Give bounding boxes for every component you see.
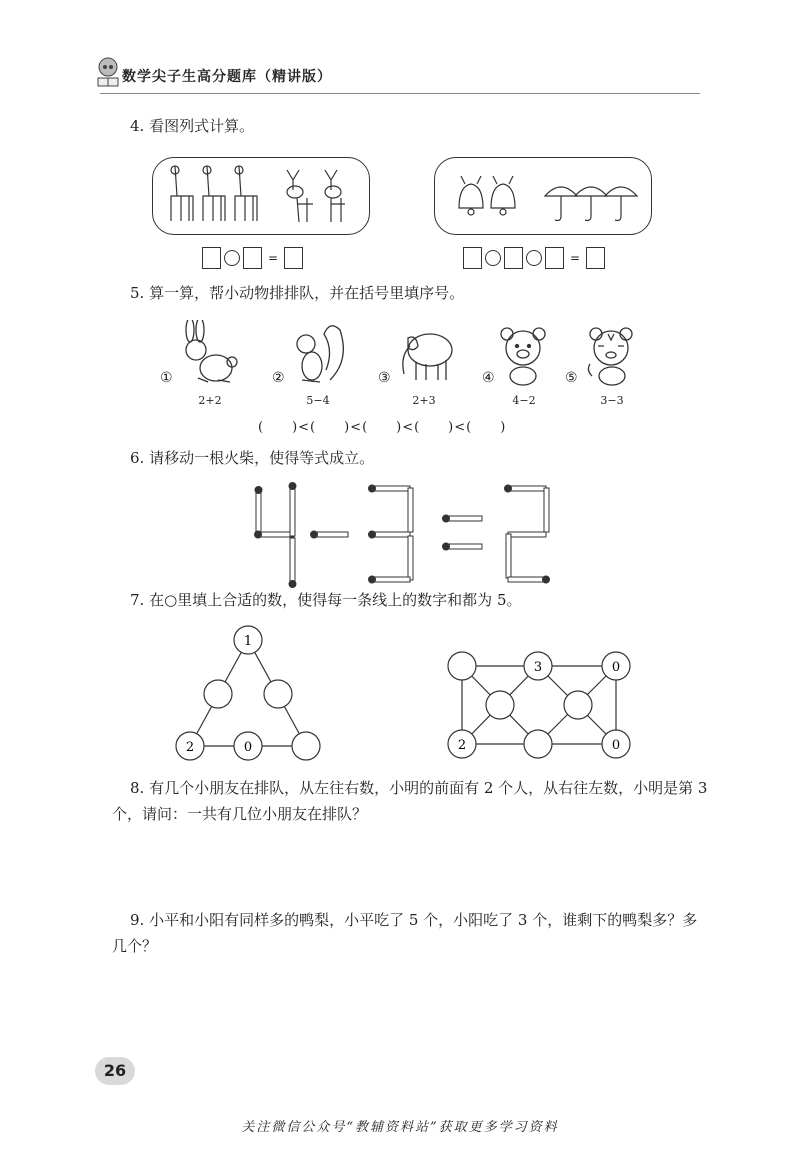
squirrel-icon (290, 320, 350, 390)
deer-icon (287, 170, 345, 222)
operator-circle[interactable] (526, 250, 542, 266)
operator-circle[interactable] (485, 250, 501, 266)
umbrella-icon (545, 187, 637, 221)
animal-mark: ④ (482, 370, 495, 386)
animal-mark: ① (160, 370, 173, 386)
hexagon-top-middle-number: 3 (533, 660, 543, 675)
triangle-bottom-left-number: 2 (185, 740, 195, 755)
animal-expression: 2+2 (198, 394, 222, 407)
answer-box[interactable] (586, 247, 605, 269)
q7-text: 7. 在○里填上合适的数，使得每一条线上的数字和都为 5。 (130, 591, 522, 609)
equals-sign: = (268, 251, 279, 265)
triangle-bottom-middle-number: 0 (243, 740, 253, 755)
animal-expression: 3−3 (600, 394, 624, 407)
giraffe-icon (171, 166, 257, 221)
answer-box[interactable] (284, 247, 303, 269)
q9-text: 9. 小平和小阳有同样多的鸭梨，小平吃了 5 个，小阳吃了 3 个，谁剩下的鸭梨多？多几个？ (112, 911, 698, 955)
hexagon-diagram (440, 646, 640, 762)
animal-mark: ⑤ (565, 370, 578, 386)
q4-right-answer-line (463, 247, 605, 269)
answer-box[interactable] (243, 247, 262, 269)
page-number: 26 (95, 1057, 135, 1085)
q6-text: 6. 请移动一根火柴，使得等式成立。 (130, 449, 375, 467)
header-logo (95, 56, 121, 88)
bear-icon (498, 324, 548, 386)
q5-order-line: ( )<( )<( )<( )<( ) (258, 420, 507, 435)
q4-text: 4. 看图列式计算。 (130, 117, 255, 135)
animal-mark: ③ (378, 370, 391, 386)
answer-box[interactable] (504, 247, 523, 269)
answer-box[interactable] (545, 247, 564, 269)
animal-expression: 4−2 (512, 394, 536, 407)
q8-text: 8. 有几个小朋友在排队，从左往右数，小明的前面有 2 个人，从右往左数，小明是第 3 个，请问：一共有几位小朋友在排队？ (112, 779, 708, 823)
answer-box[interactable] (463, 247, 482, 269)
animal-expression: 5−4 (306, 394, 330, 407)
header-divider (100, 93, 700, 94)
q4-left-picture (152, 157, 370, 235)
rabbit-icon (178, 320, 238, 390)
equals-sign: = (570, 251, 581, 265)
elephant-icon (396, 326, 456, 386)
triangle-diagram (170, 622, 330, 768)
bell-icon (459, 176, 515, 215)
hexagon-top-right-number: 0 (611, 660, 621, 675)
matchstick-equation (250, 480, 560, 590)
q4-left-answer-line (202, 247, 303, 269)
tiger-icon (586, 324, 638, 386)
animal-expression: 2+3 (412, 394, 436, 407)
triangle-top-number: 1 (243, 634, 253, 649)
operator-circle[interactable] (224, 250, 240, 266)
q4-right-picture (434, 157, 652, 235)
footer-note: 关注微信公众号“教辅资料站”获取更多学习资料 (241, 1120, 559, 1135)
hexagon-bottom-left-number: 2 (457, 738, 467, 753)
q5-text: 5. 算一算，帮小动物排排队，并在括号里填序号。 (130, 284, 465, 302)
q5-animal-row (160, 320, 660, 410)
answer-box[interactable] (202, 247, 221, 269)
header-title: 数学尖子生高分题库（精讲版） (122, 69, 332, 85)
animal-mark: ② (272, 370, 285, 386)
student-reading-icon (95, 56, 121, 88)
hexagon-bottom-right-number: 0 (611, 738, 621, 753)
